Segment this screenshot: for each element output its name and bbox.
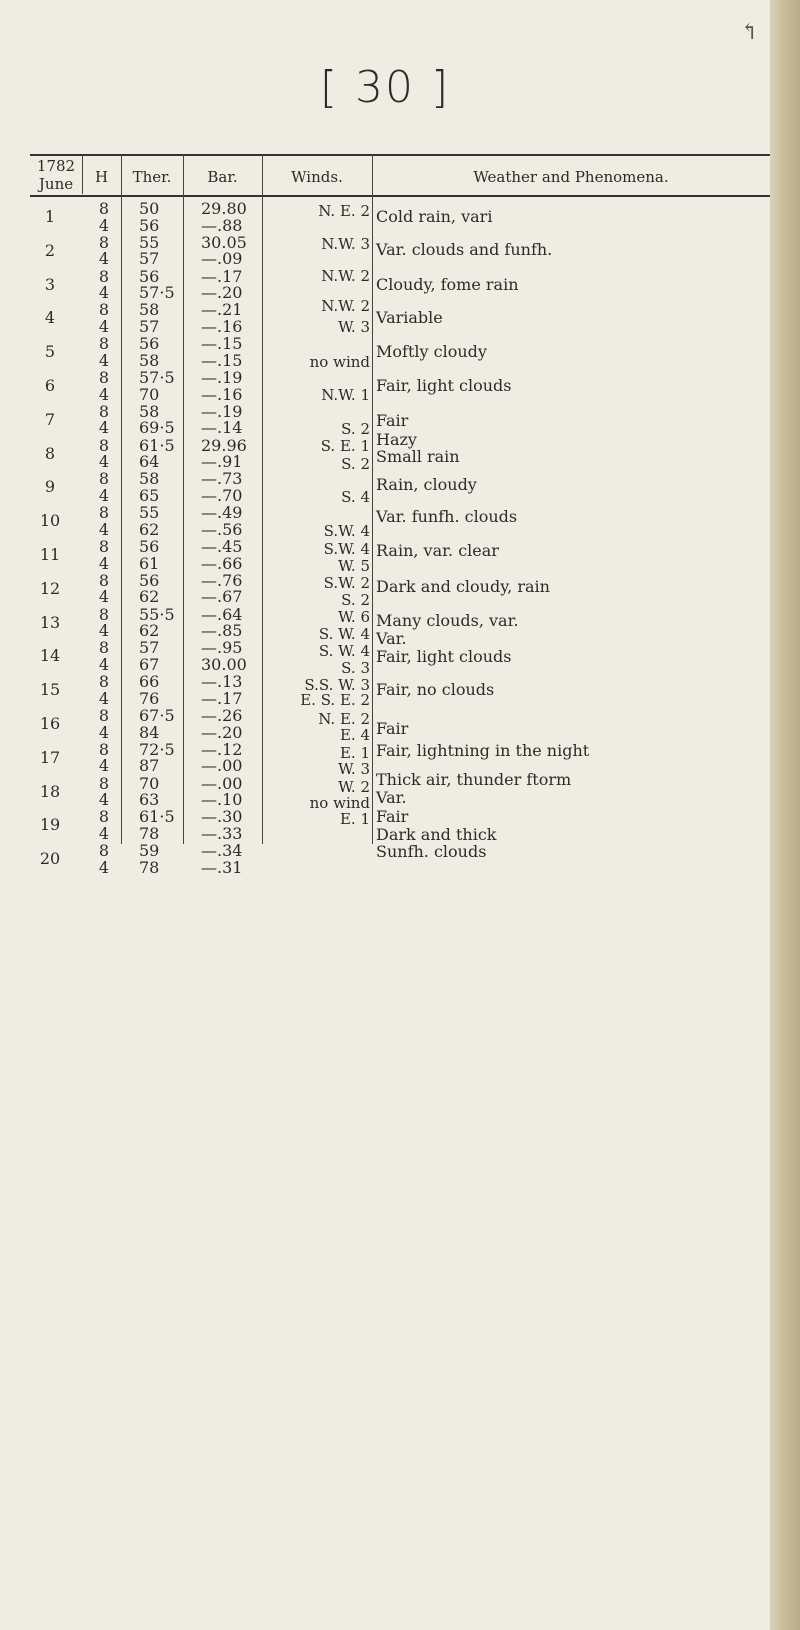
thermometer-afternoon: 62 <box>139 519 160 539</box>
barometer-afternoon: 30.00 <box>201 654 247 674</box>
hour-afternoon: 4 <box>98 790 110 810</box>
wind-entry: E. 4 <box>339 726 370 744</box>
thermometer-morning: 56 <box>139 266 160 286</box>
barometer-afternoon: —.91 <box>201 452 243 472</box>
wind-entry: S. E. 1 <box>320 437 370 455</box>
day-number: 6 <box>44 376 56 395</box>
wind-entry: no wind <box>309 794 370 812</box>
weather-entry: Var. funfh. clouds <box>376 507 518 526</box>
barometer-morning: 29.80 <box>201 199 247 218</box>
barometer-morning: —.19 <box>201 368 243 387</box>
weather-entry: Fair <box>376 411 409 430</box>
column-divider <box>372 154 373 844</box>
hour-morning: 8 <box>98 672 110 692</box>
barometer-afternoon: —.20 <box>201 283 243 303</box>
thermometer-morning: 50 <box>139 199 160 218</box>
thermometer-morning: 66 <box>139 672 160 692</box>
barometer-afternoon: —.17 <box>201 688 243 708</box>
hour-morning: 8 <box>98 841 110 861</box>
column-divider <box>121 154 122 844</box>
hour-afternoon: 4 <box>98 553 110 573</box>
wind-entry: S. 2 <box>341 420 370 438</box>
hour-afternoon: 4 <box>98 418 110 438</box>
day-number: 4 <box>44 308 56 328</box>
weather-entry: Many clouds, var. <box>376 611 519 630</box>
weather-entry: Moftly cloudy <box>376 342 487 361</box>
barometer-afternoon: —.16 <box>201 384 243 404</box>
hour-morning: 8 <box>98 570 110 590</box>
thermometer-afternoon: 57 <box>139 249 160 269</box>
thermometer-morning: 55 <box>139 232 160 252</box>
barometer-afternoon: —.88 <box>201 215 243 235</box>
wind-entry: no wind <box>309 353 370 371</box>
hour-morning: 8 <box>98 368 110 387</box>
wind-entry: W. 3 <box>338 760 370 778</box>
thermometer-afternoon: 62 <box>139 587 160 607</box>
hour-afternoon: 4 <box>98 722 110 742</box>
hour-afternoon: 4 <box>98 823 110 843</box>
hour-afternoon: 4 <box>98 688 110 708</box>
thermometer-afternoon: 78 <box>139 823 160 843</box>
weather-header: Weather and Phenomena. <box>473 168 669 186</box>
day-number: 12 <box>39 578 61 598</box>
hour-morning: 8 <box>98 300 110 320</box>
barometer-morning: —.30 <box>201 807 243 827</box>
wind-entry: S.S. W. 3 <box>304 676 370 694</box>
day-number: 19 <box>39 815 61 835</box>
barometer-afternoon: —.10 <box>201 790 243 810</box>
barometer-morning: —.34 <box>201 841 243 861</box>
thermometer-morning: 58 <box>139 469 160 489</box>
thermometer-morning: 57·5 <box>139 368 175 387</box>
table-top-rule <box>30 154 770 156</box>
hour-afternoon: 4 <box>98 215 110 235</box>
year-label: 1782 <box>36 157 76 175</box>
wind-entry: E. 1 <box>339 810 370 828</box>
hour-morning: 8 <box>98 232 110 252</box>
weather-entry: Fair, light clouds <box>376 376 512 395</box>
barometer-morning: —.45 <box>201 537 243 556</box>
hour-afternoon: 4 <box>98 654 110 674</box>
hour-afternoon: 4 <box>98 485 110 505</box>
day-number: 3 <box>44 274 56 294</box>
barometer-morning: 29.96 <box>201 435 247 455</box>
thermometer-afternoon: 64 <box>139 452 160 472</box>
month-label: June <box>38 175 74 193</box>
weather-entry: Fair <box>376 719 409 738</box>
weather-entry: Fair, no clouds <box>376 680 495 699</box>
thermometer-morning: 72·5 <box>139 739 175 759</box>
day-number: 15 <box>39 680 61 700</box>
wind-entry: E. 1 <box>339 744 370 762</box>
hour-morning: 8 <box>98 266 110 286</box>
barometer-morning: —.17 <box>201 266 243 286</box>
barometer-afternoon: —.85 <box>201 621 243 641</box>
day-number: 2 <box>44 240 56 260</box>
thermometer-afternoon: 70 <box>139 384 160 404</box>
weather-entry: Var. <box>376 629 407 648</box>
hour-afternoon: 4 <box>98 857 110 877</box>
barometer-afternoon: —.16 <box>201 316 243 336</box>
day-number: 10 <box>39 511 61 531</box>
barometer-afternoon: —.56 <box>201 519 243 539</box>
barometer-morning: —.15 <box>201 334 243 354</box>
thermometer-morning: 61·5 <box>139 435 175 455</box>
weather-entry: Rain, cloudy <box>376 475 477 494</box>
wind-entry: W. 5 <box>338 557 370 575</box>
hour-afternoon: 4 <box>98 316 110 336</box>
weather-entry: Sunfh. clouds <box>376 842 487 861</box>
barometer-afternoon: —.66 <box>201 553 243 573</box>
wind-entry: S. W. 4 <box>318 625 370 643</box>
barometer-morning: —.49 <box>201 503 243 523</box>
thermometer-header: Ther. <box>132 168 172 186</box>
barometer-afternoon: —.14 <box>201 418 243 438</box>
thermometer-afternoon: 62 <box>139 621 160 641</box>
thermometer-morning: 57 <box>139 638 160 658</box>
wind-entry: N. E. 2 <box>318 202 370 220</box>
thermometer-afternoon: 58 <box>139 350 160 370</box>
wind-entry: S. 4 <box>341 488 370 506</box>
corner-mark: ↰ <box>740 20 759 45</box>
barometer-morning: —.13 <box>201 672 243 692</box>
thermometer-morning: 67·5 <box>139 706 175 725</box>
barometer-afternoon: —.20 <box>201 722 243 742</box>
day-number: 20 <box>39 849 61 869</box>
thermometer-morning: 58 <box>139 300 160 320</box>
barometer-morning: —.64 <box>201 604 243 624</box>
day-number: 9 <box>44 477 56 497</box>
weather-entry: Rain, var. clear <box>376 541 499 560</box>
barometer-morning: —.76 <box>201 570 243 590</box>
day-number: 13 <box>39 612 61 632</box>
thermometer-afternoon: 63 <box>139 790 160 810</box>
day-number: 11 <box>39 545 61 564</box>
wind-entry: S.W. 4 <box>323 540 370 558</box>
page-number: [ 30 ] <box>319 62 451 113</box>
wind-entry: E. S. E. 2 <box>300 691 370 709</box>
wind-entry: W. 6 <box>338 608 370 626</box>
hour-afternoon: 4 <box>98 384 110 404</box>
barometer-afternoon: —.15 <box>201 350 243 370</box>
hour-morning: 8 <box>98 739 110 759</box>
thermometer-morning: 56 <box>139 537 160 556</box>
hour-morning: 8 <box>98 604 110 624</box>
barometer-header: Bar. <box>207 168 238 186</box>
barometer-morning: —.95 <box>201 638 243 658</box>
wind-entry: S. W. 4 <box>318 642 370 660</box>
hour-morning: 8 <box>98 435 110 455</box>
thermometer-afternoon: 78 <box>139 857 160 877</box>
hour-afternoon: 4 <box>98 587 110 607</box>
barometer-morning: —.21 <box>201 300 243 320</box>
barometer-morning: —.19 <box>201 401 243 421</box>
barometer-afternoon: —.33 <box>201 823 243 843</box>
thermometer-morning: 55 <box>139 503 160 523</box>
day-number: 17 <box>39 747 61 767</box>
thermometer-afternoon: 67 <box>139 654 160 674</box>
barometer-afternoon: —.70 <box>201 485 243 505</box>
thermometer-morning: 56 <box>139 334 160 354</box>
day-number: 16 <box>39 714 61 733</box>
hour-afternoon: 4 <box>98 452 110 472</box>
wind-entry: W. 2 <box>338 778 370 796</box>
weather-entry: Thick air, thunder ftorm <box>376 770 572 789</box>
weather-entry: Var. clouds and funfh. <box>376 240 553 259</box>
hour-afternoon: 4 <box>98 283 110 303</box>
weather-entry: Dark and cloudy, rain <box>376 577 550 596</box>
thermometer-afternoon: 69·5 <box>139 418 175 438</box>
thermometer-morning: 58 <box>139 401 160 421</box>
wind-entry: W. 3 <box>338 318 370 336</box>
thermometer-morning: 56 <box>139 570 160 590</box>
barometer-afternoon: —.31 <box>201 857 243 877</box>
barometer-morning: —.73 <box>201 469 243 489</box>
year-month-header <box>30 157 82 193</box>
day-number: 5 <box>44 342 56 362</box>
wind-entry: S. 3 <box>341 659 370 677</box>
thermometer-morning: 61·5 <box>139 807 175 827</box>
winds-header: Winds. <box>291 168 343 186</box>
thermometer-morning: 55·5 <box>139 604 175 624</box>
weather-entry: Fair, lightning in the night <box>376 741 590 760</box>
weather-entry: Variable <box>376 308 443 327</box>
thermometer-afternoon: 84 <box>139 722 160 742</box>
wind-entry: S. 2 <box>341 455 370 473</box>
day-number: 7 <box>44 409 56 429</box>
wind-entry: N.W. 1 <box>321 386 370 404</box>
weather-entry: Hazy <box>376 430 417 449</box>
weather-entry: Fair <box>376 807 409 826</box>
hour-morning: 8 <box>98 503 110 523</box>
barometer-afternoon: —.67 <box>201 587 243 607</box>
thermometer-morning: 70 <box>139 773 160 793</box>
hour-morning: 8 <box>98 401 110 421</box>
hour-header: H <box>94 168 109 186</box>
hour-morning: 8 <box>98 537 110 556</box>
thermometer-afternoon: 65 <box>139 485 160 505</box>
day-number: 14 <box>39 646 61 666</box>
weather-entry: Dark and thick <box>376 825 497 844</box>
wind-entry: S.W. 4 <box>323 522 370 540</box>
barometer-afternoon: —.09 <box>201 249 243 269</box>
hour-morning: 8 <box>98 638 110 658</box>
wind-entry: N.W. 3 <box>321 235 370 253</box>
thermometer-afternoon: 56 <box>139 215 160 235</box>
hour-morning: 8 <box>98 807 110 827</box>
hour-afternoon: 4 <box>98 350 110 370</box>
hour-afternoon: 4 <box>98 519 110 539</box>
weather-entry: Small rain <box>376 447 460 466</box>
hour-afternoon: 4 <box>98 621 110 641</box>
barometer-afternoon: —.00 <box>201 756 243 776</box>
weather-entry: Cold rain, vari <box>376 207 493 226</box>
day-number: 1 <box>44 207 56 226</box>
barometer-morning: —.26 <box>201 706 243 725</box>
wind-entry: S.W. 2 <box>323 574 370 592</box>
barometer-morning: —.00 <box>201 773 243 793</box>
weather-entry: Fair, light clouds <box>376 647 512 666</box>
hour-morning: 8 <box>98 334 110 354</box>
thermometer-afternoon: 57·5 <box>139 283 175 303</box>
barometer-morning: —.12 <box>201 739 243 759</box>
thermometer-morning: 59 <box>139 841 160 861</box>
thermometer-afternoon: 57 <box>139 316 160 336</box>
wind-entry: N. E. 2 <box>318 710 370 728</box>
wind-entry: S. 2 <box>341 591 370 609</box>
thermometer-afternoon: 76 <box>139 688 160 708</box>
hour-afternoon: 4 <box>98 756 110 776</box>
thermometer-afternoon: 87 <box>139 756 160 776</box>
hour-morning: 8 <box>98 199 110 218</box>
barometer-morning: 30.05 <box>201 232 247 252</box>
hour-morning: 8 <box>98 773 110 793</box>
day-number: 18 <box>39 781 61 801</box>
wind-entry: N.W. 2 <box>321 267 370 285</box>
thermometer-afternoon: 61 <box>139 553 160 573</box>
hour-morning: 8 <box>98 469 110 489</box>
hour-morning: 8 <box>98 706 110 725</box>
hour-afternoon: 4 <box>98 249 110 269</box>
weather-entry: Var. <box>376 788 407 807</box>
wind-entry: N.W. 2 <box>321 297 370 315</box>
weather-entry: Cloudy, fome rain <box>376 275 519 294</box>
day-number: 8 <box>44 443 56 463</box>
